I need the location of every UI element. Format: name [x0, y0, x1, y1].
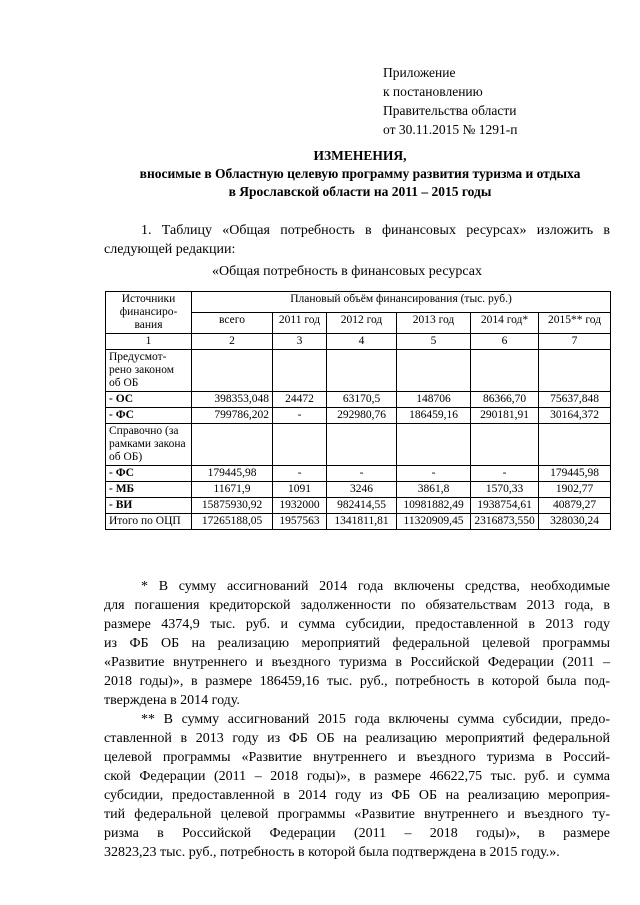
row-label: - МБ: [106, 482, 192, 498]
intro-line: следующей редакции:: [104, 242, 236, 257]
cell-2013: 11320909,45: [397, 514, 471, 530]
cell-2011: 1932000: [273, 498, 327, 514]
cell-2014: 86366,70: [471, 392, 539, 408]
footnote-line: для погашения кредиторской задолженности по обязательствам 2013 года, в: [104, 598, 610, 613]
cell-total: 398353,048: [192, 392, 273, 408]
cell-2012: 1341811,81: [327, 514, 397, 530]
cell-2013: 3861,8: [397, 482, 471, 498]
column-number: 1: [106, 334, 192, 350]
cell-2014: 1570,33: [471, 482, 539, 498]
cell-2011: 1091: [273, 482, 327, 498]
section-label: Справочно (за рамками закона об ОБ): [106, 424, 192, 466]
financing-table: [105, 291, 611, 530]
cell-2014: 290181,91: [471, 408, 539, 424]
footnote-line: тверждена в 2014 году.: [104, 693, 240, 708]
header-total: всего: [192, 313, 273, 334]
column-number: 5: [397, 334, 471, 350]
cell-2012: 292980,76: [327, 408, 397, 424]
cell-total: 799786,202: [192, 408, 273, 424]
row-label: - ФС: [106, 408, 192, 424]
table-row: [106, 466, 611, 482]
appendix-line: Приложение: [383, 65, 456, 80]
footnote-1: [104, 577, 610, 710]
header-plan: Плановый объём финансирования (тыс. руб.): [192, 292, 611, 313]
cell-2014: 1938754,61: [471, 498, 539, 514]
appendix-line: Правительства области: [383, 103, 517, 118]
cell-2015: 179445,98: [539, 466, 611, 482]
column-number: 3: [273, 334, 327, 350]
document-subtitle-line1: вносимые в Областную целевую программу развития туризма и отдыха: [139, 166, 581, 181]
row-label: - ОС: [106, 392, 192, 408]
column-number: 4: [327, 334, 397, 350]
cell-2011: -: [273, 408, 327, 424]
column-number: 7: [539, 334, 611, 350]
footnote-line: ставленной в 2013 году из ФБ ОБ на реализацию мероприятий федеральной: [104, 731, 610, 746]
footnote-line: ской Федерации (2011 – 2018 годы)», в размере 46622,75 тыс. руб. и сумма: [104, 769, 610, 784]
cell-2014: -: [471, 466, 539, 482]
footnote-line: 32823,23 тыс. руб., потребность в которой была подтверждена в 2015 году.».: [104, 845, 560, 860]
footnote-line: «Развитие внутреннего и въездного туризма в Российской Федерации (2011 –: [104, 655, 610, 670]
footnote-line: субсидии, предоставленной в 2014 году из ФБ ОБ на реализацию мероприя-: [104, 788, 610, 803]
intro-paragraph: [104, 221, 610, 259]
appendix-block: [383, 63, 517, 139]
cell-2013: 10981882,49: [397, 498, 471, 514]
cell-2012: 3246: [327, 482, 397, 498]
header-2011: 2011 год: [273, 313, 327, 334]
section-row: [106, 424, 611, 466]
header-2014: 2014 год*: [471, 313, 539, 334]
cell-2012: 982414,55: [327, 498, 397, 514]
cell-2011: 24472: [273, 392, 327, 408]
cell-2013: 148706: [397, 392, 471, 408]
table-row: [106, 392, 611, 408]
header-2012: 2012 год: [327, 313, 397, 334]
cell-2011: 1957563: [273, 514, 327, 530]
footnote-line: размере 4374,9 тыс. руб. и сумма субсидии, предоставленной в 2013 году: [104, 617, 610, 632]
appendix-line: к постановлению: [383, 84, 483, 99]
cell-total: 179445,98: [192, 466, 273, 482]
footnote-line: из ФБ ОБ на реализацию мероприятий федеральной целевой программы: [104, 636, 610, 651]
header-source: Источники финансиро-вания: [106, 292, 192, 334]
section-row: [106, 350, 611, 392]
cell-total: 11671,9: [192, 482, 273, 498]
table-row: [106, 498, 611, 514]
section-label: Предусмот-рено законом об ОБ: [106, 350, 192, 392]
appendix-line: от 30.11.2015 № 1291-п: [383, 122, 518, 137]
document-subtitle-line2: в Ярославской области на 2011 – 2015 годы: [228, 184, 492, 199]
intro-line: 1. Таблицу «Общая потребность в финансовых ресурсах» изложить в: [141, 223, 610, 238]
cell-total: 17265188,05: [192, 514, 273, 530]
table-caption: «Общая потребность в финансовых ресурсах: [212, 264, 482, 279]
footnote-line: * В сумму ассигнований 2014 года включены средства, необходимые: [141, 579, 610, 594]
footnote-line: 2018 годы)», в размере 186459,16 тыс. руб., потребность в которой была под-: [104, 674, 610, 689]
row-label: Итого по ОЦП: [106, 514, 192, 530]
column-number: 2: [192, 334, 273, 350]
cell-2013: -: [397, 466, 471, 482]
cell-2015: 328030,24: [539, 514, 611, 530]
cell-2015: 75637,848: [539, 392, 611, 408]
table-row: [106, 408, 611, 424]
footnote-line: ** В сумму ассигнований 2015 года включены сумма субсидии, предо-: [141, 712, 610, 727]
cell-2015: 1902,77: [539, 482, 611, 498]
footnote-line: ризма в Российской Федерации (2011 – 2018 годы)», в размере: [104, 826, 610, 841]
footnote-2: [104, 710, 610, 862]
table-row: [106, 514, 611, 530]
cell-2012: 63170,5: [327, 392, 397, 408]
row-label: - ФС: [106, 466, 192, 482]
row-label: - ВИ: [106, 498, 192, 514]
cell-2014: 2316873,550: [471, 514, 539, 530]
cell-total: 15875930,92: [192, 498, 273, 514]
footnote-line: целевой программы «Развитие внутреннего и въездного туризма в Россий-: [104, 750, 610, 765]
footnote-line: тий федеральной целевой программы «Развитие внутреннего и въездного ту-: [104, 807, 610, 822]
header-2013: 2013 год: [397, 313, 471, 334]
cell-2011: -: [273, 466, 327, 482]
document-title: ИЗМЕНЕНИЯ,: [313, 148, 407, 163]
column-number-row: [106, 334, 611, 350]
header-2015: 2015** год: [539, 313, 611, 334]
table-header-row: [106, 292, 611, 313]
cell-2015: 40879,27: [539, 498, 611, 514]
table-row: [106, 482, 611, 498]
cell-2013: 186459,16: [397, 408, 471, 424]
column-number: 6: [471, 334, 539, 350]
cell-2012: -: [327, 466, 397, 482]
cell-2015: 30164,372: [539, 408, 611, 424]
